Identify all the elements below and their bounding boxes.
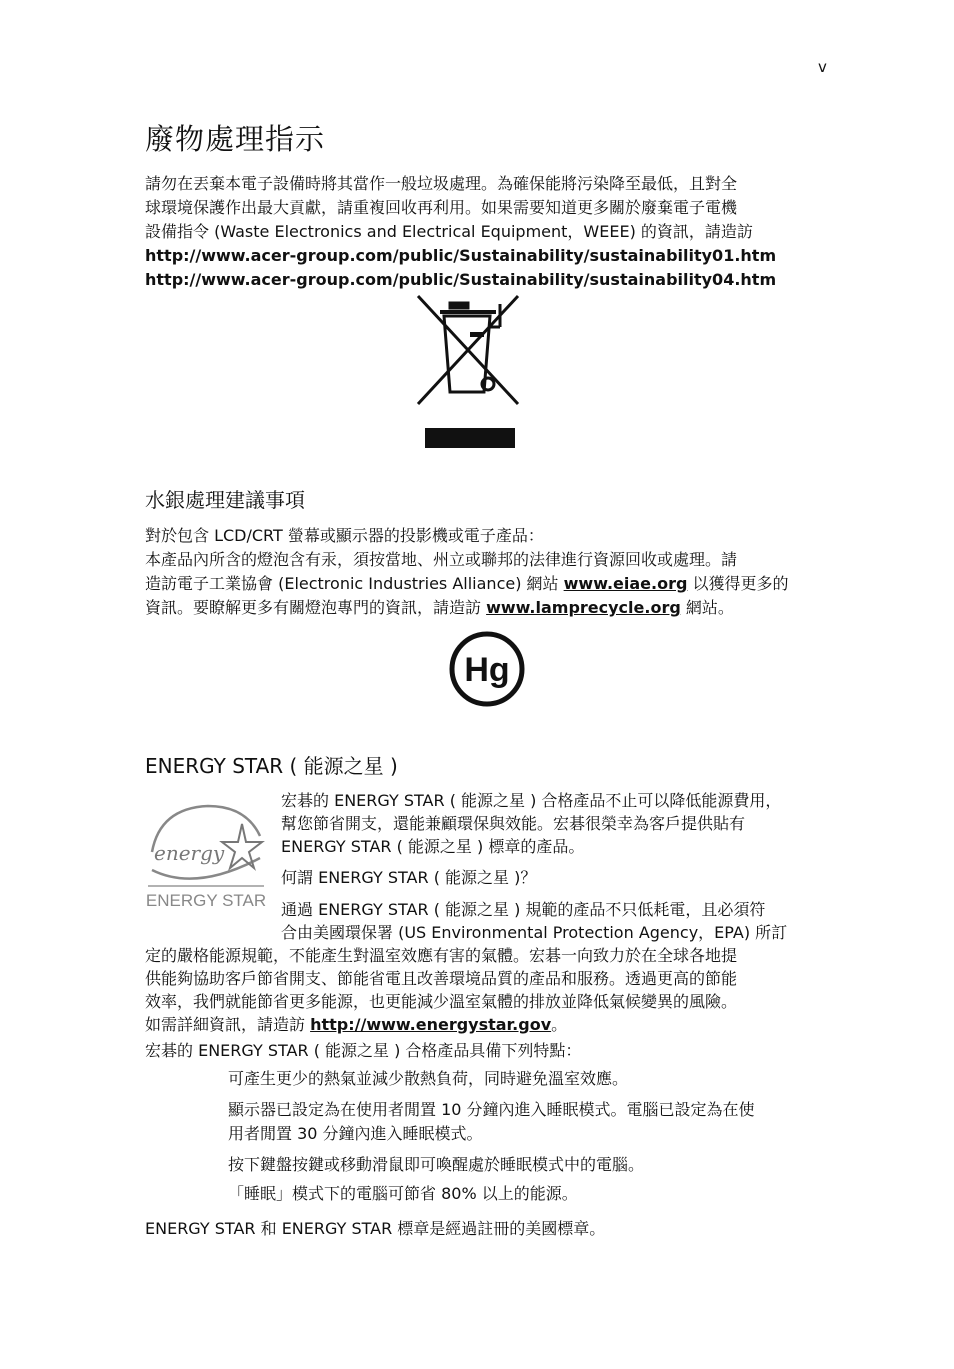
weee-paragraph bbox=[145, 172, 835, 292]
mercury-line-4: 資訊。要瞭解更多有關燈泡專門的資訊，請造訪 www.lamprecycle.org 網站。 bbox=[145, 598, 734, 617]
energy-def-line-4: 供能夠協助客戶節省開支、節能省電且改善環境品質的產品和服務。透過更高的節能 bbox=[145, 969, 738, 988]
trademark-note: ENERGY STAR 和 ENERGY STAR 標章是經過註冊的美國標章。 bbox=[145, 1219, 606, 1238]
energy-title: ENERGY STAR ( 能源之星 ) bbox=[145, 754, 398, 778]
energy-def-line-2: 合由美國環保署 (US Environmental Protection Agency，EPA) 所訂 bbox=[281, 923, 788, 942]
energy-definition-rest bbox=[145, 944, 835, 1036]
weee-line-3: 設備指令 (Waste Electronics and Electrical Equipment，WEEE) 的資訊，請造訪 bbox=[145, 222, 753, 241]
energy-question: 何謂 ENERGY STAR ( 能源之星 )？ bbox=[281, 868, 537, 887]
weee-line-1: 請勿在丟棄本電子設備時將其當作一般垃圾處理。為確保能將污染降至最低，且對全 bbox=[145, 174, 738, 193]
mercury-hg-icon bbox=[448, 630, 526, 708]
energy-intro-line-2: 幫您節省開支，還能兼顧環保與效能。宏碁很榮幸為客戶提供貼有 bbox=[281, 814, 746, 833]
hg-icon-label: Hg bbox=[464, 651, 510, 689]
page-number: v bbox=[818, 58, 827, 76]
mercury-line-2: 本產品內所含的燈泡含有汞，須按當地、州立或聯邦的法律進行資源回收或處理。請 bbox=[145, 550, 738, 569]
energy-intro-line-3: ENERGY STAR ( 能源之星 ) 標章的產品。 bbox=[281, 837, 585, 856]
energy-def-line-6: 如需詳細資訊，請造訪 http://www.energystar.gov。 bbox=[145, 1015, 568, 1034]
weee-title: 廢物處理指示 bbox=[145, 122, 326, 156]
crossed-out-wheelie-bin-icon bbox=[410, 292, 530, 452]
features-intro: 宏碁的 ENERGY STAR ( 能源之星 ) 合格產品具備下列特點： bbox=[145, 1041, 582, 1060]
feature-item-4: 「睡眠」模式下的電腦可節省 80% 以上的能源。 bbox=[228, 1184, 578, 1203]
mercury-line-1: 對於包含 LCD/CRT 螢幕或顯示器的投影機或電子產品： bbox=[145, 526, 544, 545]
weee-line-2: 球環境保護作出最大貢獻，請重複回收再利用。如果需要知道更多關於廢棄電子電機 bbox=[145, 198, 738, 217]
energy-logo-text: ENERGY STAR bbox=[146, 891, 266, 910]
lamprecycle-link[interactable]: www.lamprecycle.org bbox=[486, 598, 681, 617]
eiae-link[interactable]: www.eiae.org bbox=[563, 574, 688, 593]
energy-def-line-5: 效率，我們就能節省更多能源，也更能減少溫室氣體的排放並降低氣候變異的風險。 bbox=[145, 992, 738, 1011]
energy-def-line-1: 通過 ENERGY STAR ( 能源之星 ) 規範的產品不只低耗電，且必須符 bbox=[281, 900, 766, 919]
energy-logo-script: energy bbox=[154, 841, 225, 865]
mercury-title: 水銀處理建議事項 bbox=[145, 488, 305, 512]
feature-item-3: 按下鍵盤按鍵或移動滑鼠即可喚醒處於睡眠模式中的電腦。 bbox=[228, 1155, 645, 1174]
energy-intro-line-1: 宏碁的 ENERGY STAR ( 能源之星 ) 合格產品不止可以降低能源費用， bbox=[281, 791, 782, 810]
mercury-paragraph bbox=[145, 524, 835, 620]
energy-def-line-3: 定的嚴格能源規範，不能產生對溫室效應有害的氣體。宏碁一向致力於在全球各地提 bbox=[145, 946, 738, 965]
energy-definition-top bbox=[281, 898, 837, 944]
mercury-line-3: 造訪電子工業協會 (Electronic Industries Alliance) 網站 www.eiae.org 以獲得更多的 bbox=[145, 574, 789, 593]
feature-item-1: 可產生更少的熱氣並減少散熱負荷，同時避免溫室效應。 bbox=[228, 1069, 629, 1088]
energystar-link[interactable]: http://www.energystar.gov bbox=[310, 1015, 552, 1034]
energy-intro bbox=[281, 789, 837, 858]
weee-link-1[interactable]: http://www.acer-group.com/public/Sustainability/sustainability01.htm bbox=[145, 246, 777, 265]
feature-item-2: 顯示器已設定為在使用者閒置 10 分鐘內進入睡眠模式。電腦已設定為在使 用者閒置 30 分鐘內進入睡眠模式。 bbox=[228, 1100, 755, 1143]
energy-star-logo bbox=[146, 800, 266, 912]
weee-link-2[interactable]: http://www.acer-group.com/public/Sustainability/sustainability04.htm bbox=[145, 270, 777, 289]
